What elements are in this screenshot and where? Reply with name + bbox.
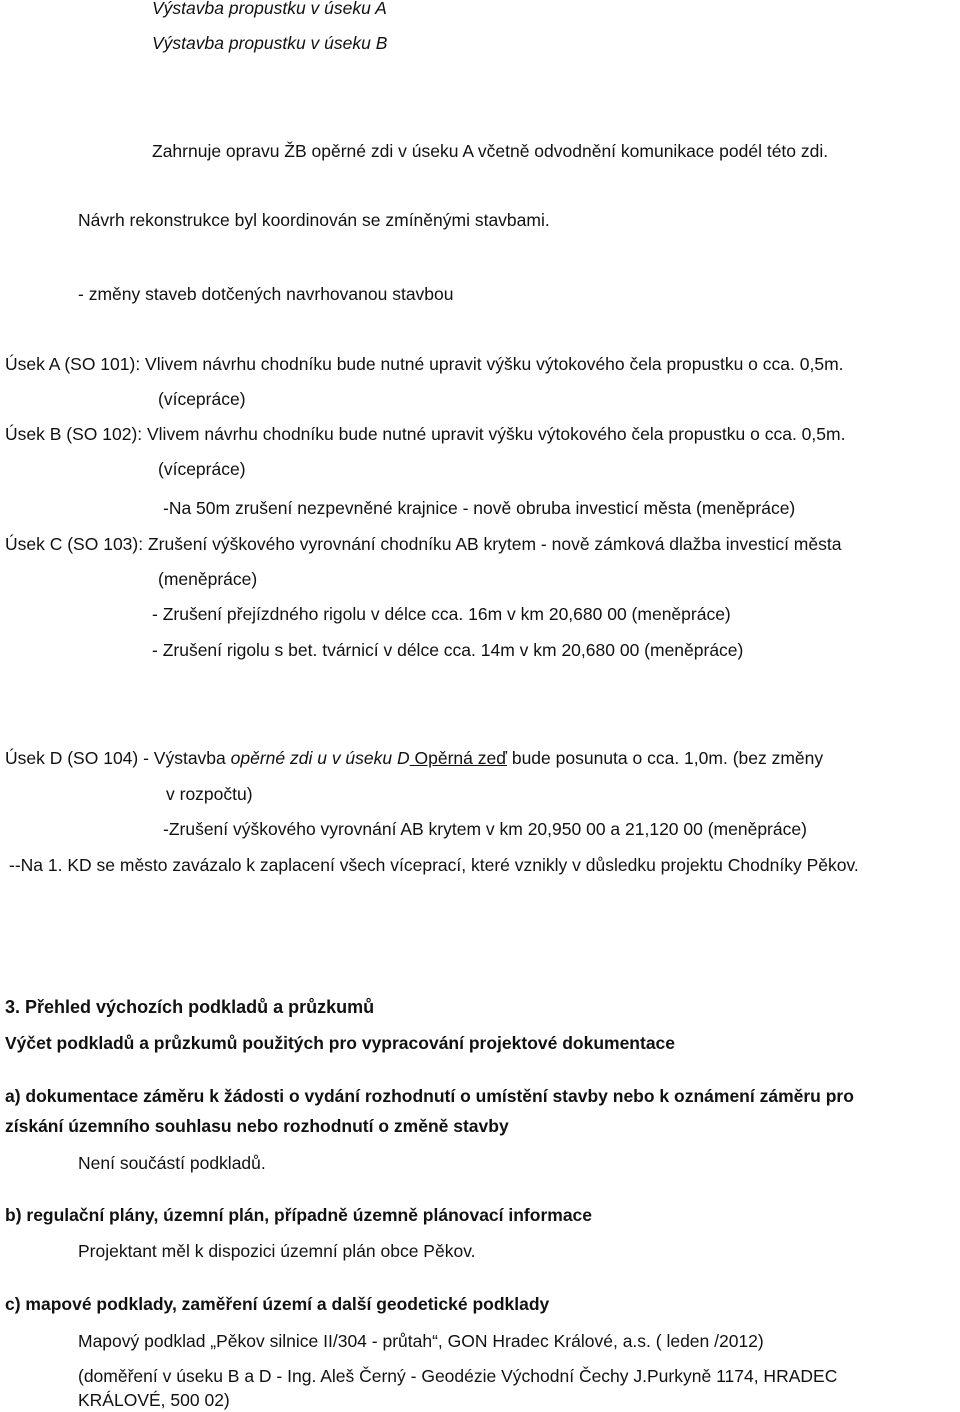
na-1-kd-line: --Na 1. KD se město zavázalo k zaplacení všech víceprací, které vznikly v důsledku projektu Chodníky Pěkov.	[9, 855, 859, 875]
item-a-heading-line-2: získání územního souhlasu nebo rozhodnutí o změně stavby	[5, 1116, 509, 1136]
item-b-heading: b) regulační plány, územní plán, případně územně plánovací informace	[5, 1205, 593, 1225]
usek-a-line: Úsek A (SO 101): Vlivem návrhu chodníku bude nutné upravit výšku výtokového čela propustku o cca. 0,5m.	[5, 354, 844, 374]
item-c-text-3: KRÁLOVÉ, 500 02)	[78, 1390, 230, 1410]
heading-zmeny-staveb: - změny staveb dotčených navrhovanou stavbou	[78, 284, 454, 304]
item-c-text-1: Mapový podklad „Pěkov silnice II/304 - průtah“, GON Hradec Králové, a.s. ( leden /2012)	[78, 1331, 764, 1351]
usek-b-viceprace: (vícepráce)	[158, 459, 246, 479]
item-b-text: Projektant měl k dispozici územní plán obce Pěkov.	[78, 1241, 476, 1261]
item-c-heading: c) mapové podklady, zaměření území a další geodetické podklady	[5, 1294, 550, 1314]
usek-c-meneprace: (meněpráce)	[158, 569, 258, 589]
section-3-heading: 3. Přehled výchozích podkladů a průzkumů	[5, 997, 375, 1017]
usek-d-italic: opěrné zdi u v úseku D	[230, 748, 410, 768]
usek-b-line: Úsek B (SO 102): Vlivem návrhu chodníku bude nutné upravit výšku výtokového čela propustku o cca. 0,5m.	[5, 424, 846, 444]
usek-c-line: Úsek C (SO 103): Zrušení výškového vyrovnání chodníku AB krytem - nově zámková dlažba investicí města	[5, 534, 842, 554]
usek-d-underline: Opěrná zeď	[409, 748, 507, 768]
usek-d-prefix: Úsek D (SO 104) - Výstavba	[5, 748, 231, 768]
italic-line-usek-a: Výstavba propustku v úseku A	[152, 0, 387, 18]
usek-c-item-prejizdny-rigol: - Zrušení přejízdného rigolu v délce cca. 16m v km 20,680 00 (meněpráce)	[152, 604, 731, 624]
paragraph-navrh: Návrh rekonstrukce byl koordinován se zmíněnými stavbami.	[78, 210, 550, 230]
item-c-text-2: (doměření v úseku B a D - Ing. Aleš Černý - Geodézie Východní Čechy J.Purkyně 1174, HRADEC	[78, 1366, 838, 1386]
paragraph-zahrnuje: Zahrnuje opravu ŽB opěrné zdi v úseku A včetně odvodnění komunikace podél této zdi.	[152, 141, 829, 161]
vycet-heading: Výčet podkladů a průzkumů použitých pro vypracování projektové dokumentace	[5, 1033, 676, 1053]
usek-d-suffix: bude posunuta o cca. 1,0m. (bez změny	[506, 748, 824, 768]
usek-d-rozpoctu: v rozpočtu)	[166, 784, 253, 804]
usek-d-line	[5, 750, 823, 768]
usek-a-viceprace: (vícepráce)	[158, 389, 246, 409]
item-a-heading-line-1: a) dokumentace záměru k žádosti o vydání rozhodnutí o umístění stavby nebo k oznámení záměru pro	[5, 1086, 854, 1106]
item-a-text: Není součástí podkladů.	[78, 1153, 266, 1173]
italic-line-usek-b: Výstavba propustku v úseku B	[152, 33, 388, 53]
na-50m-line: -Na 50m zrušení nezpevněné krajnice - nově obruba investicí města (meněpráce)	[163, 498, 796, 518]
usek-d-zruseni: -Zrušení výškového vyrovnání AB krytem v km 20,950 00 a 21,120 00 (meněpráce)	[163, 819, 807, 839]
usek-c-item-rigol-tvarnice: - Zrušení rigolu s bet. tvárnicí v délce cca. 14m v km 20,680 00 (meněpráce)	[152, 640, 744, 660]
